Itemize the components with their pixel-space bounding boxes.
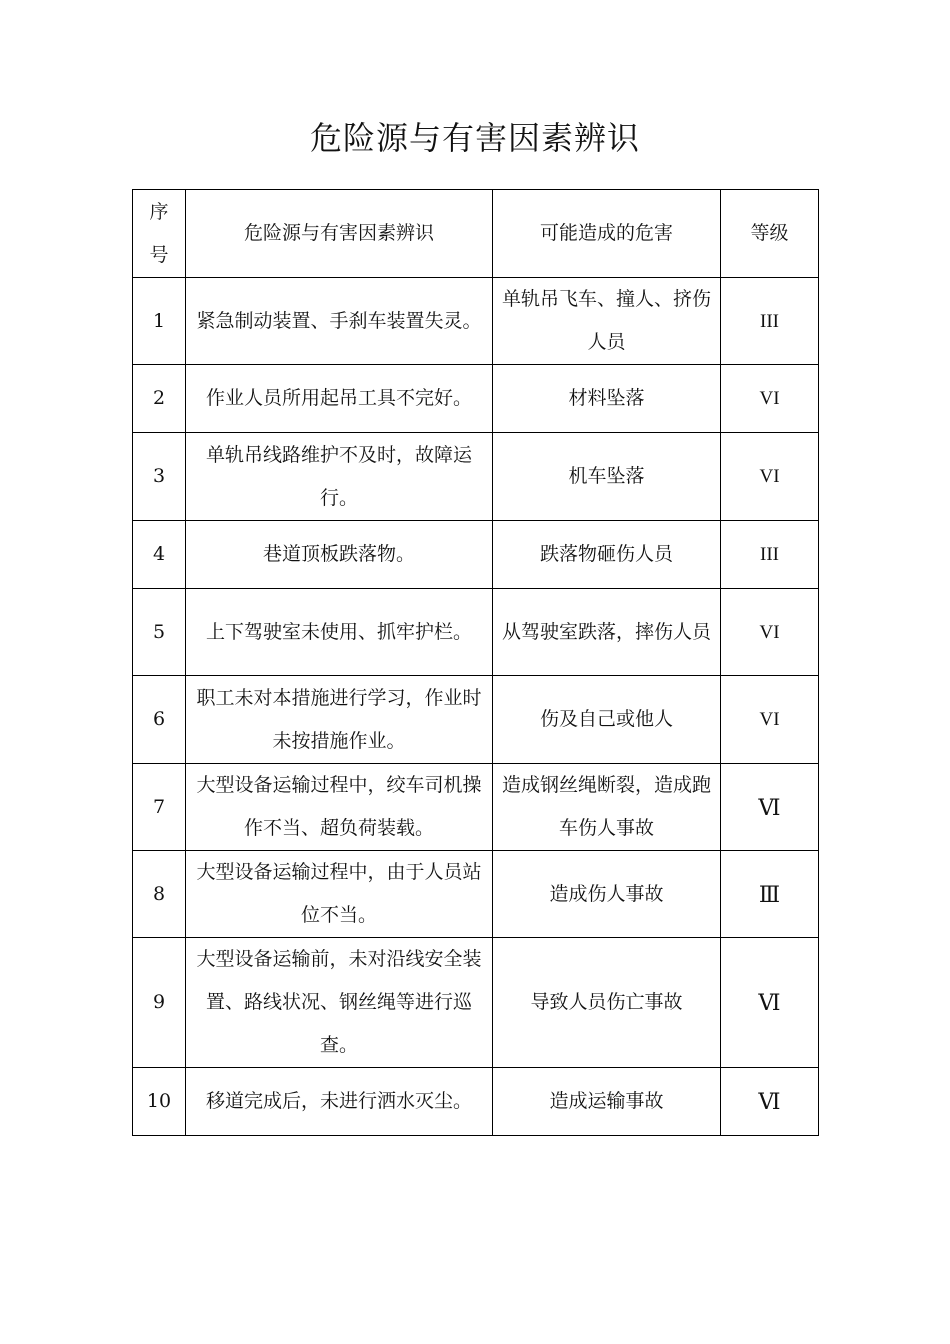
row-level: Ⅵ — [721, 1068, 819, 1136]
table-row — [133, 851, 819, 938]
row-seq: 9 — [133, 938, 186, 1068]
table-row — [133, 676, 819, 764]
row-harm: 导致人员伤亡事故 — [493, 938, 721, 1068]
row-seq: 4 — [133, 521, 186, 589]
row-harm: 造成运输事故 — [493, 1068, 721, 1136]
row-harm: 单轨吊飞车、撞人、挤伤人员 — [493, 278, 721, 365]
row-hazard: 大型设备运输前，未对沿线安全装置、路线状况、钢丝绳等进行巡查。 — [186, 938, 493, 1068]
header-seq: 序 号 — [133, 190, 186, 278]
row-seq: 1 — [133, 278, 186, 365]
row-level: VI — [721, 589, 819, 676]
row-level: III — [721, 278, 819, 365]
row-hazard: 巷道顶板跌落物。 — [186, 521, 493, 589]
table-row — [133, 764, 819, 851]
row-harm: 机车坠落 — [493, 433, 721, 521]
row-seq: 2 — [133, 365, 186, 433]
row-level: VI — [721, 676, 819, 764]
row-hazard: 大型设备运输过程中，由于人员站位不当。 — [186, 851, 493, 938]
row-harm: 跌落物砸伤人员 — [493, 521, 721, 589]
row-hazard: 单轨吊线路维护不及时，故障运行。 — [186, 433, 493, 521]
page-title: 危险源与有害因素辨识 — [309, 119, 640, 157]
row-seq: 8 — [133, 851, 186, 938]
hazard-table — [132, 189, 819, 1136]
table-row — [133, 938, 819, 1068]
table-row — [133, 433, 819, 521]
table-row — [133, 589, 819, 676]
row-hazard: 紧急制动装置、手刹车装置失灵。 — [186, 278, 493, 365]
row-level: VI — [721, 365, 819, 433]
table-row — [133, 1068, 819, 1136]
row-harm: 造成钢丝绳断裂，造成跑车伤人事故 — [493, 764, 721, 851]
row-seq: 3 — [133, 433, 186, 521]
table-row — [133, 278, 819, 365]
row-level: Ⅵ — [721, 938, 819, 1068]
row-level: VI — [721, 433, 819, 521]
table-row — [133, 521, 819, 589]
row-hazard: 上下驾驶室未使用、抓牢护栏。 — [186, 589, 493, 676]
table-row — [133, 365, 819, 433]
header-hazard: 危险源与有害因素辨识 — [186, 190, 493, 278]
row-level: III — [721, 521, 819, 589]
header-harm: 可能造成的危害 — [493, 190, 721, 278]
row-harm: 伤及自己或他人 — [493, 676, 721, 764]
row-hazard: 移道完成后，未进行洒水灭尘。 — [186, 1068, 493, 1136]
row-hazard: 作业人员所用起吊工具不完好。 — [186, 365, 493, 433]
row-hazard: 大型设备运输过程中，绞车司机操作不当、超负荷装载。 — [186, 764, 493, 851]
row-harm: 材料坠落 — [493, 365, 721, 433]
row-harm: 从驾驶室跌落，摔伤人员 — [493, 589, 721, 676]
row-level: Ⅲ — [721, 851, 819, 938]
row-seq: 7 — [133, 764, 186, 851]
row-hazard: 职工未对本措施进行学习，作业时未按措施作业。 — [186, 676, 493, 764]
table-header-row — [133, 190, 819, 278]
row-seq: 5 — [133, 589, 186, 676]
row-seq: 6 — [133, 676, 186, 764]
header-level: 等级 — [721, 190, 819, 278]
row-seq: 10 — [133, 1068, 186, 1136]
row-harm: 造成伤人事故 — [493, 851, 721, 938]
row-level: Ⅵ — [721, 764, 819, 851]
